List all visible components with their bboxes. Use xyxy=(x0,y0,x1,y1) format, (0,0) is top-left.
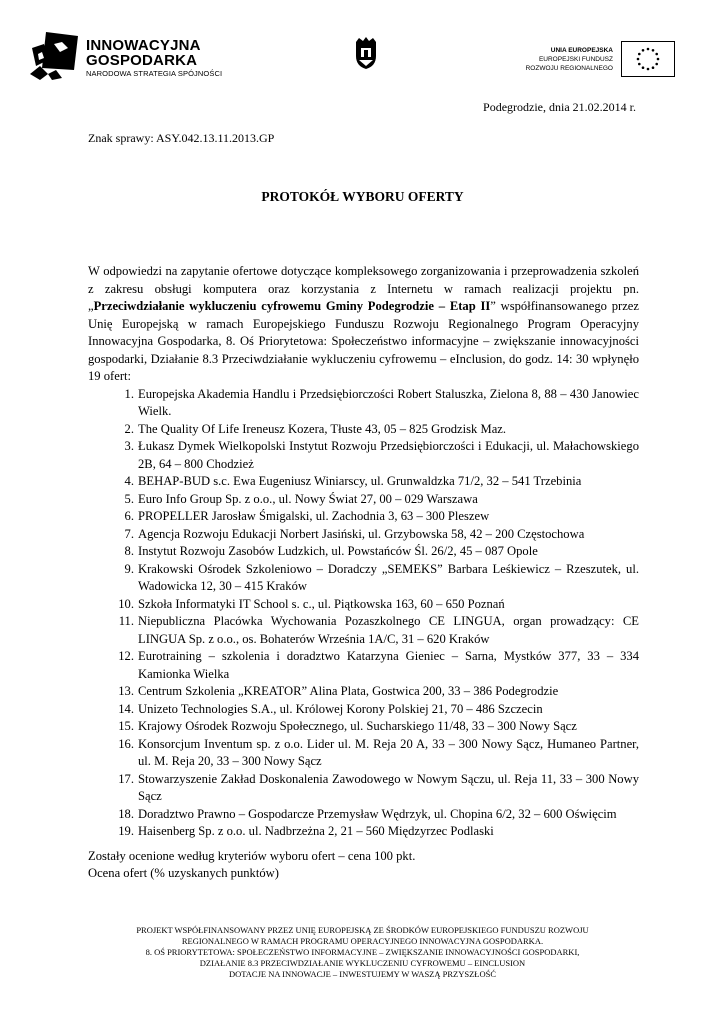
logo-line-2: GOSPODARKA xyxy=(86,52,198,69)
offer-text: BEHAP-BUD s.c. Ewa Eugeniusz Winiarscy, ul. Grunwaldzka 71/2, 32 – 541 Trzebinia xyxy=(138,474,582,488)
list-item xyxy=(88,421,639,439)
offer-text: Doradztwo Prawno – Gospodarcze Przemysław Wędrzyk, ul. Chopina 6/2, 32 – 600 Oświęcim xyxy=(138,806,617,821)
list-item xyxy=(88,771,639,806)
list-item xyxy=(88,438,639,473)
footer-line-4: DZIAŁANIE 8.3 PRZECIWDZIAŁANIE WYKLUCZENIU CYFROWEMU – EINCLUSION xyxy=(199,958,526,968)
offer-number: 16. xyxy=(118,736,134,751)
list-item xyxy=(88,473,639,491)
list-item xyxy=(88,596,639,614)
document-body xyxy=(88,263,639,883)
offer-number: 1. xyxy=(124,386,134,401)
offers-list xyxy=(88,386,639,841)
logo-line-1: INNOWACYJNA xyxy=(86,37,201,54)
offer-number: 3. xyxy=(124,439,134,453)
case-number: Znak sprawy: ASY.042.13.11.2013.GP xyxy=(88,131,275,145)
offer-text: The Quality Of Life Ireneusz Kozera, Tłuste 43, 05 – 825 Grodzisk Maz. xyxy=(138,421,507,436)
footer-line-3: 8. OŚ PRIORYTETOWA: SPOŁECZEŃSTWO INFORMACYJNE – ZWIĘKSZANIE INNOWACYJNOŚCI GOSPODARKI, xyxy=(145,947,580,957)
eu-fund-label xyxy=(500,46,613,73)
offer-text: Niepubliczna Placówka Wychowania Pozaszkolnego CE LINGUA, organ prowadzący: CE LINGUA Sp. z o.o., os. Bohaterów Września 1A/C, 31 – 620 Kraków xyxy=(138,614,639,646)
evaluation-heading: Ocena ofert (% uzyskanych punktów) xyxy=(88,866,279,880)
offer-number: 14. xyxy=(118,701,134,716)
list-item xyxy=(88,561,639,596)
offer-text: Eurotraining – szkolenia i doradztwo Katarzyna Gieniec – Sarna, Mystków 377, 33 – 334 Kamionka Wielka xyxy=(138,649,639,681)
list-item xyxy=(88,736,639,771)
offer-text: Instytut Rozwoju Zasobów Ludzkich, ul. Powstańców Śl. 26/2, 45 – 087 Opole xyxy=(138,544,538,558)
list-item xyxy=(88,683,639,701)
list-item xyxy=(88,508,639,526)
offer-number: 4. xyxy=(124,474,134,488)
list-item xyxy=(88,718,639,736)
list-item xyxy=(88,386,639,421)
offer-text: Agencja Rozwoju Edukacji Norbert Jasiński, ul. Grzybowska 58, 42 – 200 Częstochowa xyxy=(138,526,585,541)
offer-text: Europejska Akademia Handlu i Przedsiębiorczości Robert Staluszka, Zielona 8, 88 – 430 Janowiec Wielk. xyxy=(138,386,639,418)
offer-text: Krajowy Ośrodek Rozwoju Społecznego, ul. Sucharskiego 11/48, 33 – 300 Nowy Sącz xyxy=(138,719,577,733)
eu-line-2: EUROPEJSKI FUNDUSZ xyxy=(538,56,613,63)
footer-line-1: PROJEKT WSPÓŁFINANSOWANY PRZEZ UNIĘ EUROPEJSKĄ ZE ŚRODKÓW EUROPEJSKIEGO FUNDUSZU ROZWOJU xyxy=(136,925,589,935)
offer-number: 18. xyxy=(118,806,134,821)
offer-number: 15. xyxy=(118,719,134,733)
offer-number: 17. xyxy=(118,771,134,786)
offer-text: Unizeto Technologies S.A., ul. Królowej Korony Polskiej 21, 70 – 486 Szczecin xyxy=(138,701,543,716)
offer-number: 8. xyxy=(124,544,134,558)
offer-text: Krakowski Ośrodek Szkoleniowo – Doradczy „SEMEKS” Barbara Leśkiewicz – Rzeszutek, ul. Wadowicka 12, 30 – 415 Kraków xyxy=(138,561,639,593)
innowacyjna-gospodarka-logo xyxy=(28,30,228,82)
list-item xyxy=(88,613,639,648)
offer-number: 7. xyxy=(124,526,134,541)
intro-text-1: W odpowiedzi na zapytanie ofertowe dotyczące kompleksowego zorganizowania i przeprowadzenia szkoleń z zakresu obsługi komputera oraz korzystania z Internetu w ramach realizacji projektu pn. „ xyxy=(88,264,639,313)
footer-line-2: REGIONALNEGO W RAMACH PROGRAMU OPERACYJNEGO INNOWACYJNA GOSPODARKA. xyxy=(181,936,544,946)
intro-paragraph xyxy=(88,263,639,386)
document-date: Podegrodzie, dnia 21.02.2014 r. xyxy=(483,100,636,114)
offer-number: 9. xyxy=(124,561,134,576)
offer-number: 11. xyxy=(118,614,134,628)
list-item xyxy=(88,543,639,561)
eu-line-3: ROZWOJU REGIONALNEGO xyxy=(525,65,613,72)
logo-line-3: NARODOWA STRATEGIA SPÓJNOŚCI xyxy=(86,69,223,78)
list-item xyxy=(88,526,639,544)
closing-text xyxy=(88,848,639,883)
offer-number: 12. xyxy=(118,649,134,663)
offer-text: Euro Info Group Sp. z o.o., ul. Nowy Świat 27, 00 – 029 Warszawa xyxy=(138,491,478,506)
list-item xyxy=(88,806,639,824)
offer-number: 19. xyxy=(118,824,134,838)
offer-number: 6. xyxy=(124,509,134,523)
evaluation-criteria: Zostały ocenione według kryteriów wyboru ofert – cena 100 pkt. xyxy=(88,848,416,863)
offer-number: 10. xyxy=(118,596,134,611)
project-name: Przeciwdziałanie wykluczeniu cyfrowemu Gminy Podegrodzie – Etap II xyxy=(93,299,491,313)
eu-flag-icon xyxy=(621,41,675,77)
innowacyjna-gospodarka-emblem-icon xyxy=(28,30,80,82)
coat-of-arms-icon xyxy=(353,36,379,70)
offer-text: Stowarzyszenie Zakład Doskonalenia Zawodowego w Nowym Sączu, ul. Reja 11, 33 – 300 Nowy Sącz xyxy=(138,771,639,803)
list-item xyxy=(88,491,639,509)
offer-number: 2. xyxy=(124,421,134,436)
offer-number: 13. xyxy=(118,684,134,698)
offer-text: PROPELLER Jarosław Śmigalski, ul. Zachodnia 3, 63 – 300 Pleszew xyxy=(138,509,490,523)
list-item xyxy=(88,701,639,719)
offer-text: Szkoła Informatyki IT School s. c., ul. Piątkowska 163, 60 – 650 Poznań xyxy=(138,596,505,611)
offer-text: Łukasz Dymek Wielkopolski Instytut Rozwoju Przedsiębiorczości i Edukacji, ul. Małachowskiego 2B, 64 – 800 Chodzież xyxy=(138,439,639,471)
intro-text-2: ” współfinansowanego przez Unię Europejską w ramach Europejskiego Funduszu Rozwoju Regionalnego Program Operacyjny Innowacyjna Gospodarka, 8. Oś Priorytetowa: Społeczeństwo informacyjne – zwiększanie innowacyjności gospodarki, Działanie 8.3 Przeciwdziałanie wykluczeniu cyfrowemu – eInclusion, do godz. 14: 30 wpłynęło 19 ofert: xyxy=(88,299,639,383)
offer-text: Centrum Szkolenia „KREATOR” Alina Plata, Gostwica 200, 33 – 386 Podegrodzie xyxy=(138,684,559,698)
document-title: PROTOKÓŁ WYBORU OFERTY xyxy=(261,189,464,204)
offer-text: Haisenberg Sp. z o.o. ul. Nadbrzeżna 2, 21 – 560 Międzyrzec Podlaski xyxy=(138,824,494,838)
list-item xyxy=(88,648,639,683)
footer-line-5: DOTACJE NA INNOWACJE – INWESTUJEMY W WASZĄ PRZYSZŁOŚĆ xyxy=(229,969,496,979)
offer-text: Konsorcjum Inventum sp. z o.o. Lider ul. M. Reja 20 A, 33 – 300 Nowy Sącz, Humaneo Partner, ul. M. Reja 20, 33 – 300 Nowy Sącz xyxy=(138,736,639,768)
eu-line-1: UNIA EUROPEJSKA xyxy=(550,47,613,54)
page-header xyxy=(0,0,725,95)
page-footer xyxy=(60,925,665,980)
offer-number: 5. xyxy=(124,491,134,506)
list-item xyxy=(88,823,639,841)
